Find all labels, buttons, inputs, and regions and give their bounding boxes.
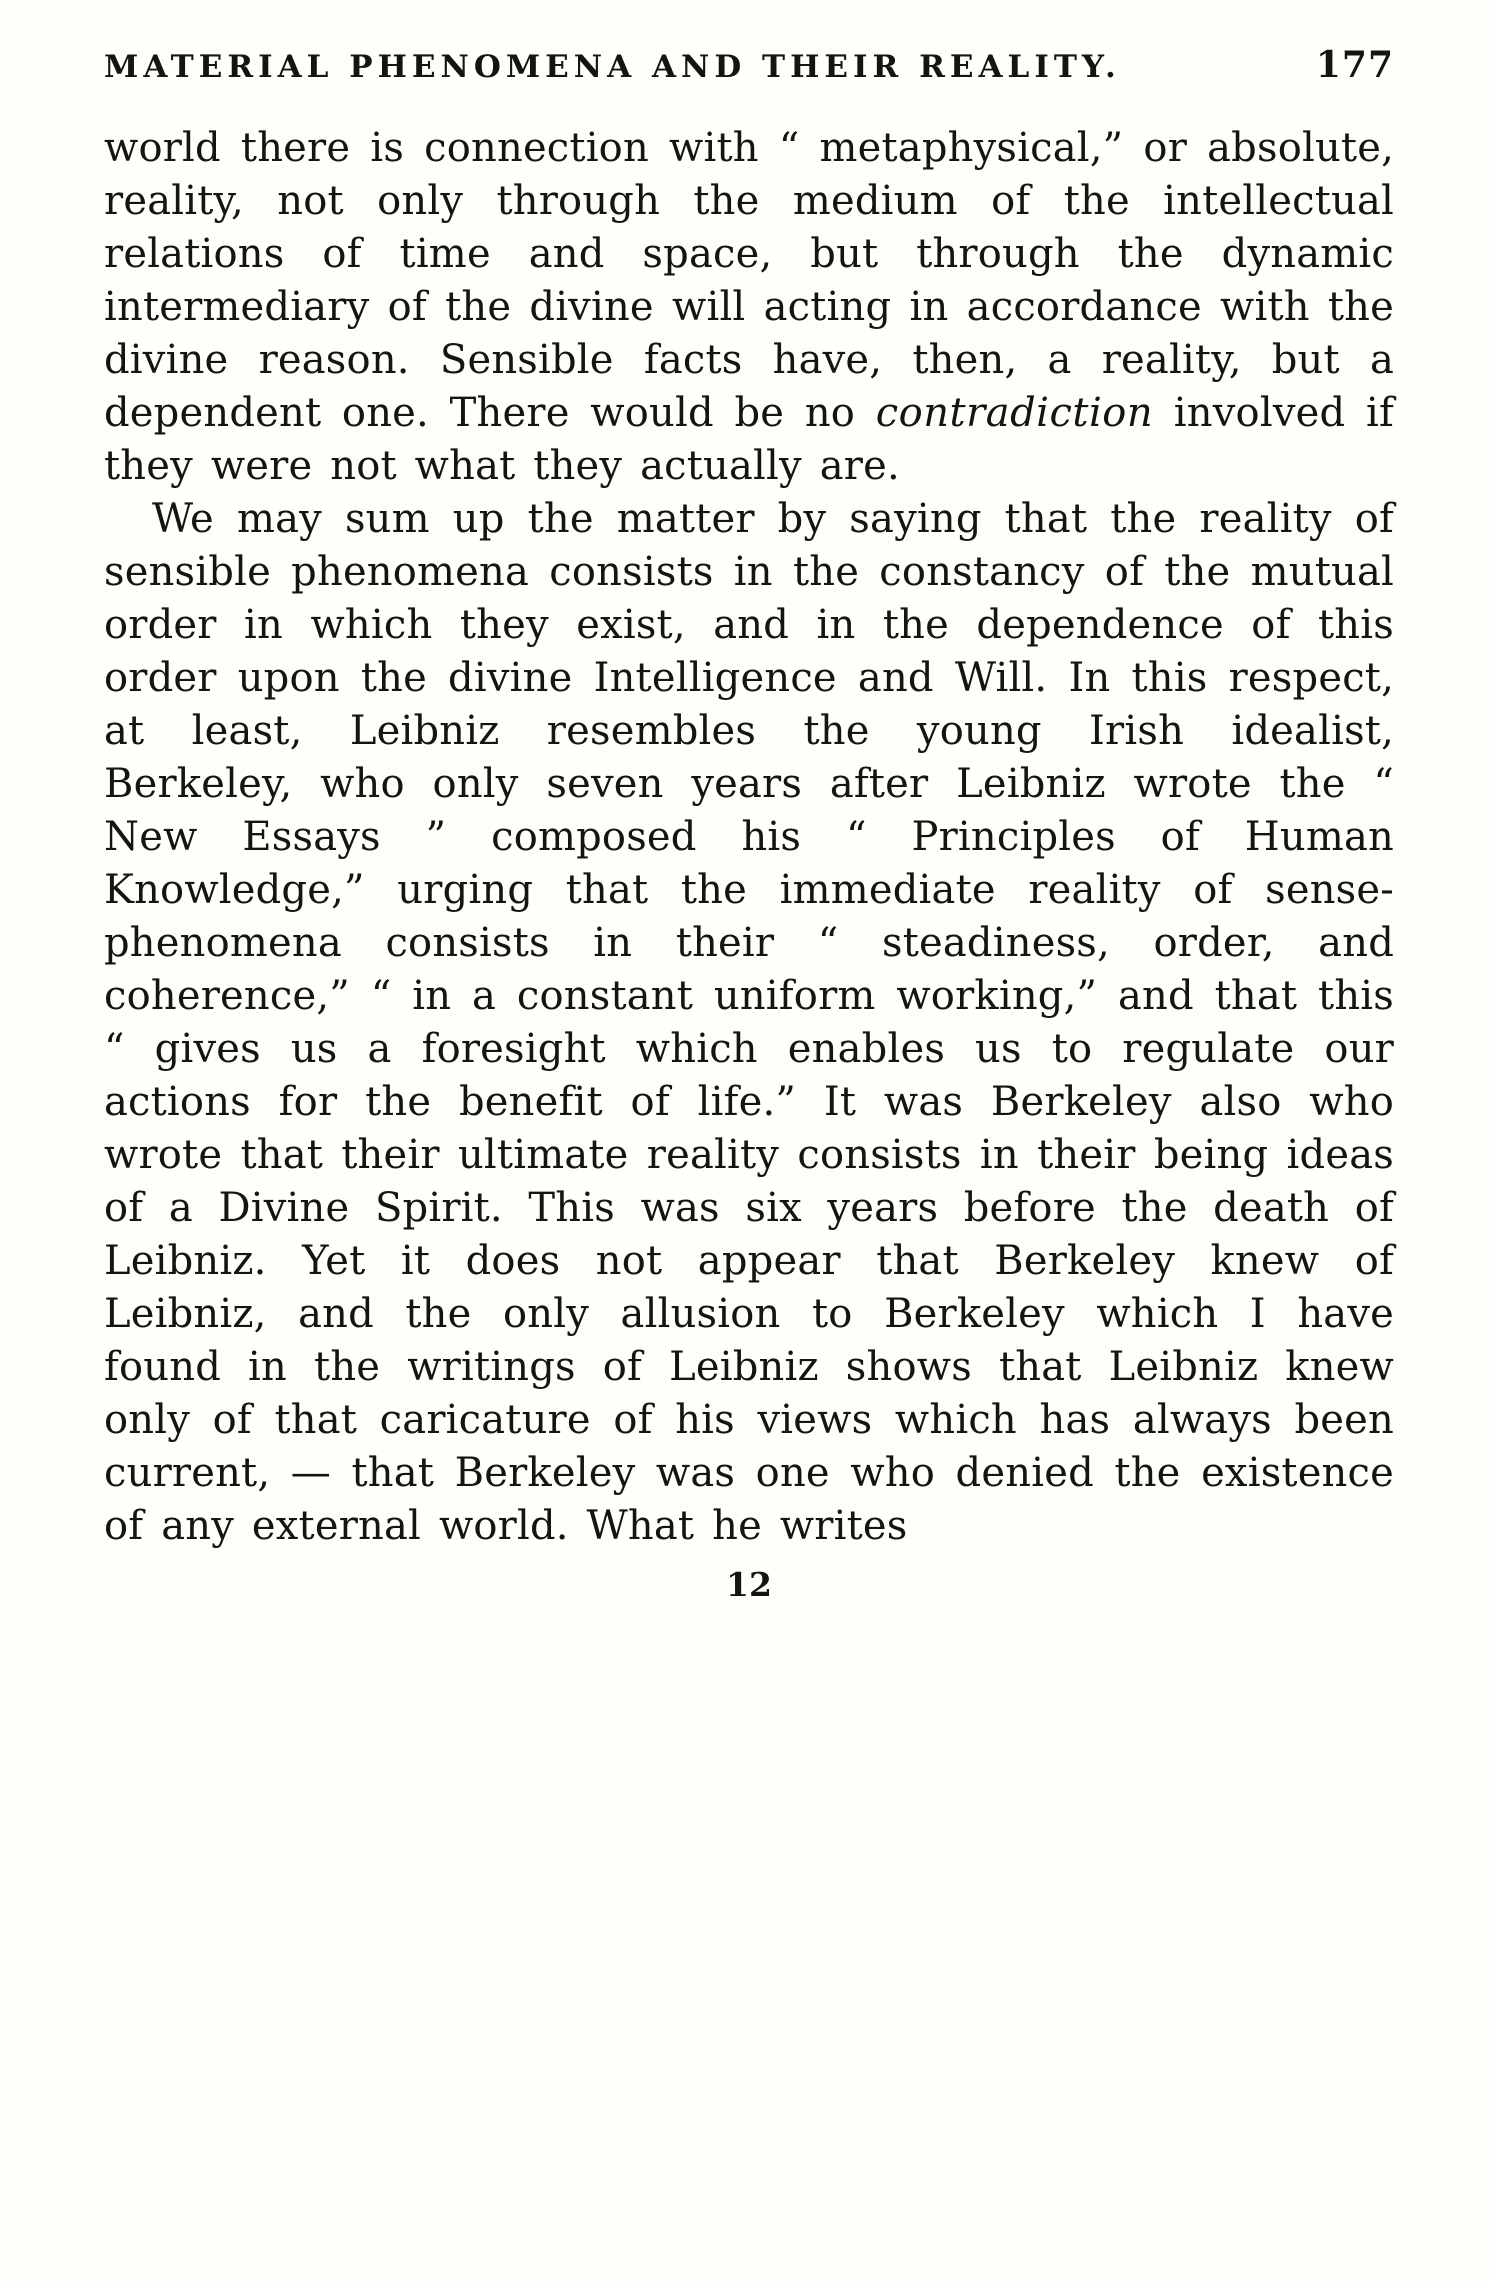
paragraph-text: involved if they were not what they actually are. (104, 390, 1394, 489)
running-header (104, 44, 1394, 86)
running-header-title: MATERIAL PHENOMENA AND THEIR REALITY. (104, 49, 1121, 85)
paragraph: We may sum up the matter by saying that the reality of sensible phenomena consists in the constancy of the mutual order in which they exist, and in the dependence of this order upon the divine Intelligence and Will. In this respect, at least, Leibniz resembles the young Irish idealist, Berkeley, who only seven years after Leibniz wrote the “ New Essays ” composed his “ Principles of Human Knowledge,” urging that the immediate reality of sense-phenomena consists in their “ steadiness, order, and coherence,” “ in a constant uniform working,” and that this “ gives us a foresight which enables us to regulate our actions for the benefit of life.” It was Berkeley also who wrote that their ultimate reality consists in their being ideas of a Divine Spirit. This was six years before the death of Leibniz. Yet it does not appear that Berkeley knew of Leibniz, and the only allusion to Berkeley which I have found in the writings of Leibniz shows that Leibniz knew only of that caricature of his views which has always been current, — that Berkeley was one who denied the existence of any external world. What he writes (104, 496, 1394, 1549)
page-number: 177 (1315, 44, 1394, 86)
italic-word: contradiction (875, 390, 1154, 436)
signature-number: 12 (726, 1565, 772, 1604)
page-footer (104, 1565, 1394, 1604)
paragraph-continuation (104, 122, 1394, 493)
page-body (104, 122, 1394, 1553)
paragraph-text: world there is connection with “ metaphysical,” or absolute, reality, not only through the medium of the intellectual relations of time and space, but through the dynamic intermediary of the divine will acting in accordance with the divine reason. Sensible facts have, then, a reality, but a dependent one. There would be no (104, 125, 1394, 436)
